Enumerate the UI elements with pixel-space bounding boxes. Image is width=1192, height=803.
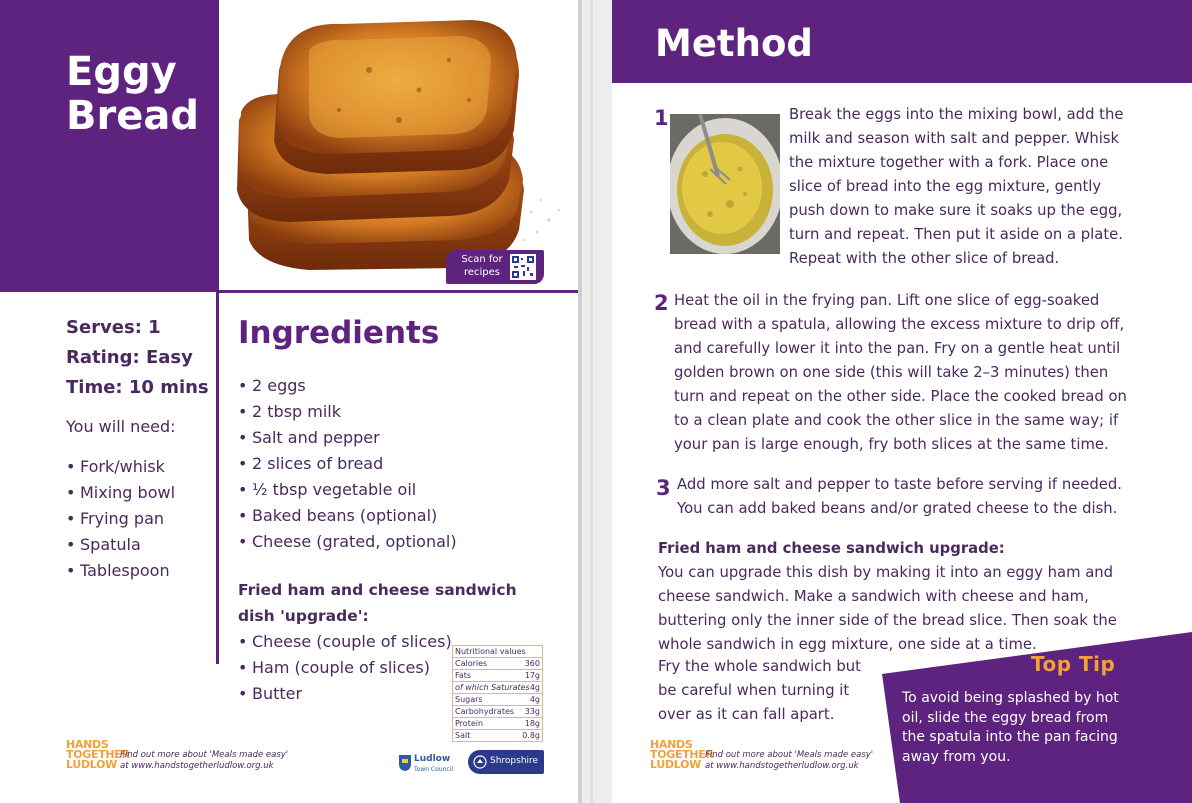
ingredients-list: [238, 373, 558, 555]
list-item: • 2 slices of bread: [238, 451, 558, 477]
shropshire-label: Shropshire: [490, 756, 539, 766]
table-row: Salt 0.8g: [455, 731, 540, 740]
footer-note-line: Find out more about 'Meals made easy': [120, 750, 289, 760]
nutrition-heading: Nutritional values: [453, 646, 542, 658]
recipe-title: [66, 50, 199, 138]
step-text-1: Break the eggs into the mixing bowl, add the milk and season with salt and pepper. Whisk the mixture together with a fork. Place one slice of bread into the egg mixture, gently push down to make sure it soaks up the egg, turn and repeat. Then put it aside on a plate. Repeat with the other slice of bread.: [789, 106, 1124, 267]
logo-word: LUDLOW: [66, 758, 117, 771]
method-heading: Method: [655, 22, 813, 65]
title-line-1: Eggy: [66, 49, 177, 95]
step-number-2: 2: [654, 291, 669, 315]
serves: Serves: 1: [66, 317, 161, 338]
upgrade-text: You can upgrade this dish by making it into an eggy ham and cheese sandwich. Make a sandwich with cheese and ham, buttering only the inner side of the bread slice. Then soak the whole sandwich in egg mixture, one side at a time.: [658, 564, 1117, 653]
step-number-1: 1: [654, 106, 669, 130]
upgrade-text-continued: Fry the whole sandwich but be careful when turning it over as it can fall apart.: [658, 658, 861, 723]
eggy-bread-photo: [219, 0, 578, 292]
qr-label: Scan for recipes: [461, 254, 503, 278]
photo-divider: [219, 290, 578, 293]
you-will-need: You will need:: [66, 417, 176, 436]
table-row: of which Saturates 4g: [455, 683, 540, 692]
upgrade-heading: Fried ham and cheese sandwich upgrade:: [658, 540, 1005, 557]
left-page: [0, 0, 578, 803]
logo-word: LUDLOW: [650, 758, 701, 771]
title-line-2: Bread: [66, 93, 199, 139]
list-item: • Butter: [238, 681, 558, 707]
step-number-3: 3: [656, 476, 671, 500]
top-tip-text: To avoid being splashed by hot oil, slide the eggy bread from the spatula into the pan facing away from you.: [902, 690, 1119, 765]
rating: Rating: Easy: [66, 347, 193, 368]
nutrition-table: [452, 645, 543, 742]
title-block: [0, 0, 219, 292]
table-row: Carbohydrates 33g: [455, 707, 540, 716]
list-item: • Frying pan: [66, 506, 216, 532]
list-item: • Cheese (couple of slices): [238, 629, 558, 655]
footer-link[interactable]: at www.handstogetherludlow.org.uk: [705, 761, 859, 771]
upgrade-heading: Fried ham and cheese sandwich dish 'upgrade':: [238, 581, 517, 625]
footer-note: [120, 750, 288, 772]
column-divider: [216, 292, 219, 664]
shropshire-crest-icon: [473, 755, 487, 769]
recipe-meta: [66, 313, 216, 584]
logo-word: TOGETHER: [66, 748, 130, 761]
table-row: Fats 17g: [455, 671, 540, 680]
list-item: • 2 eggs: [238, 373, 558, 399]
crest-icon: [398, 754, 412, 772]
table-row: Sugars 4g: [455, 695, 540, 704]
step-text-3: Add more salt and pepper to taste before serving if needed. You can add baked beans and/or grated cheese to the dish.: [677, 476, 1122, 517]
logo-word: HANDS: [650, 738, 693, 751]
table-row: Calories 360: [455, 659, 540, 668]
qr-code-icon[interactable]: [510, 254, 536, 280]
time: Time: 10 mins: [66, 377, 209, 398]
list-item: • Baked beans (optional): [238, 503, 558, 529]
list-item: • Mixing bowl: [66, 480, 216, 506]
top-tip-box: [882, 632, 1192, 803]
council-name: Ludlow Town Council: [414, 754, 454, 773]
egg-bowl-illustration: [670, 114, 780, 254]
equipment-list: [66, 454, 216, 584]
right-page: [612, 0, 1192, 803]
list-item: • Tablespoon: [66, 558, 216, 584]
list-item: • Cheese (grated, optional): [238, 529, 558, 555]
list-item: • Spatula: [66, 532, 216, 558]
method-header: [612, 0, 1192, 83]
footer-link[interactable]: at www.handstogetherludlow.org.uk: [120, 761, 274, 771]
list-item: • ½ tbsp vegetable oil: [238, 477, 558, 503]
logo-word: HANDS: [66, 738, 109, 751]
list-item: • 2 tbsp milk: [238, 399, 558, 425]
ludlow-council-logo: [398, 750, 460, 776]
ingredients-heading: Ingredients: [238, 315, 440, 351]
eggy-bread-illustration: [219, 0, 578, 292]
list-item: • Ham (couple of slices): [238, 655, 558, 681]
whisked-egg-photo: [670, 114, 780, 254]
footer-note-line: Find out more about 'Meals made easy': [705, 750, 874, 760]
table-row: Protein 18g: [455, 719, 540, 728]
list-item: • Fork/whisk: [66, 454, 216, 480]
shropshire-council-logo: [468, 750, 544, 774]
gutter-rule: [578, 0, 582, 803]
footer-note: [705, 750, 873, 772]
step-text-2: Heat the oil in the frying pan. Lift one slice of egg-soaked bread with a spatula, allowing the excess mixture to drip off, and carefully lower it into the pan. Fry on a gentle heat until golden brown on one side (this will take 2–3 minutes) then turn and repeat on the other side. Place the cooked bread on to a clean plate and cook the other slice in the same way; if your pan is large enough, fry both slices at the same time.: [674, 292, 1127, 453]
list-item: • Salt and pepper: [238, 425, 558, 451]
top-tip-title: Top Tip: [1031, 652, 1116, 676]
qr-badge[interactable]: [446, 250, 544, 284]
page-gutter: [578, 0, 612, 803]
gutter-rule: [590, 0, 593, 803]
logo-word: TOGETHER: [650, 748, 714, 761]
